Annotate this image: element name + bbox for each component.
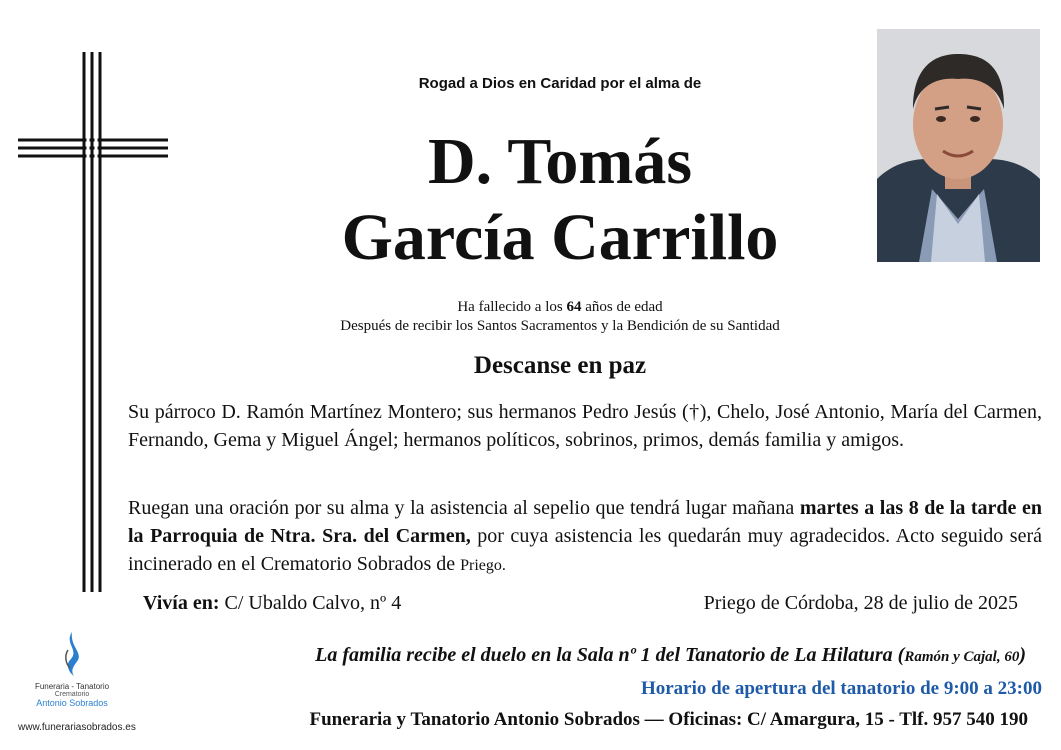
logo-line2: Crematorio xyxy=(54,691,90,698)
logo-line1: Funeraria - Tanatorio xyxy=(34,682,110,691)
prayer-heading: Rogad a Dios en Caridad por el alma de xyxy=(418,75,702,92)
rest-in-peace: Descanse en paz xyxy=(473,352,647,379)
service-paragraph: Ruegan una oración por su alma y la asistencia al sepelio que tendrá lugar mañana martes a las 8 de la tarde en la Parroquia de Ntra. Sra. del Carmen, por cuya asistencia les quedarán muy agradecidos. Acto seguido será incinerado en el Crematorio Sobrados de Priego. xyxy=(128,497,1042,575)
age-value: 64 xyxy=(566,299,582,315)
portrait-photo xyxy=(877,29,1040,262)
opening-hours: Horario de apertura del tanatorio de 9:00 a 23:00 xyxy=(640,678,1042,699)
logo-flame-icon xyxy=(60,630,84,678)
service-highlight: martes a las 8 de la tarde en la Parroquia de Ntra. Sra. del Carmen, xyxy=(128,497,1042,547)
condolence-info: La familia recibe el duelo en la Sala nº 1 del Tanatorio de La Hilatura (Ramón y Cajal, 60) xyxy=(315,644,1026,666)
sacraments-line: Después de recibir los Santos Sacramentos y la Bendición de su Santidad xyxy=(340,318,780,334)
crematorium-town: Priego. xyxy=(460,557,506,574)
logo-line3: Antonio Sobrados xyxy=(36,698,108,708)
family-paragraph: Su párroco D. Ramón Martínez Montero; sus hermanos Pedro Jesús (†), Chelo, José Antonio, María del Carmen, Fernando, Gema y Miguel Ángel; hermanos políticos, sobrinos, primos, demás familia y amigos. xyxy=(128,401,1042,451)
footer-contact: Funeraria y Tanatorio Antonio Sobrados — Oficinas: C/ Amargura, 15 - Tlf. 957 540 190 xyxy=(309,709,1028,730)
place-date: Priego de Córdoba, 28 de julio de 2025 xyxy=(703,592,1018,614)
website-link[interactable]: www.funerariasobrados.es xyxy=(18,722,136,733)
funeral-home-logo xyxy=(22,628,122,716)
deceased-name-line1: D. Tomás xyxy=(427,125,693,198)
residence-address: Vivía en: C/ Ubaldo Calvo, nº 4 xyxy=(143,592,402,614)
deceased-name-line2: García Carrillo xyxy=(341,201,779,274)
age-line: Ha fallecido a los 64 años de edad xyxy=(457,299,663,315)
tanatorio-address: Ramón y Cajal, 60 xyxy=(904,649,1020,665)
address-label: Vivía en: xyxy=(143,592,220,614)
